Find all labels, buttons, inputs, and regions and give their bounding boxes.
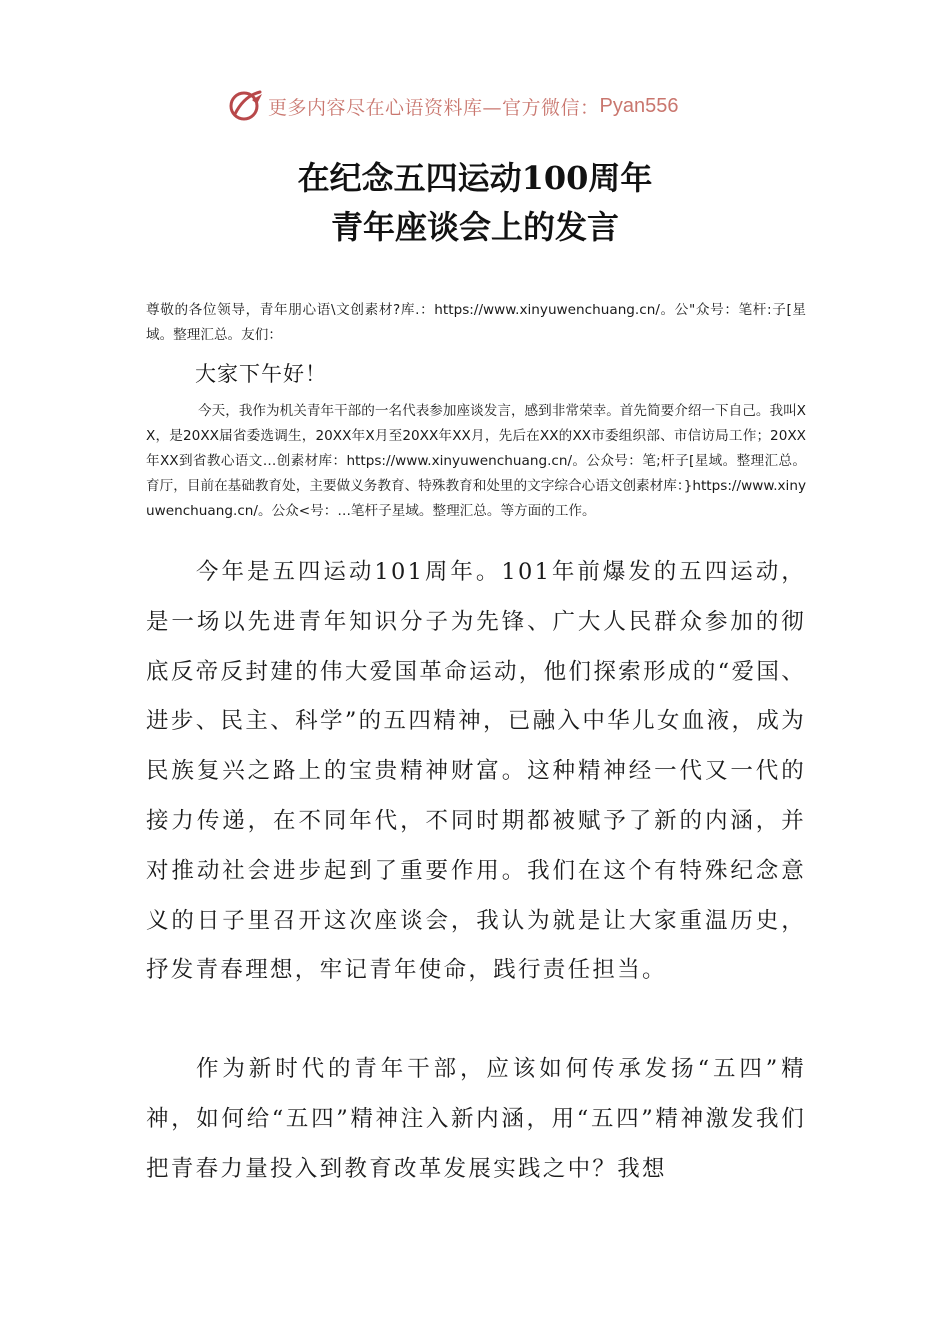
document-title-line1: 在纪念五四运动100周年: [297, 159, 653, 197]
body-paragraph-2: 作为新时代的青年干部，应该如何传承发扬“五四”精神，如何给“五四”精神注入新内涵，用“五四”精神激发我们把青春力量投入到教育改革发展实践之中？我想: [146, 1056, 806, 1182]
greeting: 大家下午好！: [195, 362, 327, 386]
header-banner: [226, 84, 746, 128]
document-title-line2: 青年座谈会上的发言: [330, 208, 619, 246]
banner-text: 更多内容尽在心语资料库—官方微信：: [268, 96, 600, 119]
logo-icon: [226, 86, 266, 126]
salutation: 尊敬的各位领导，青年朋心语\文创素材?库.：https://www.xinyuwenchuang.cn/。公"众号：笔杆:子[星域。整理汇总。友们：: [146, 302, 806, 343]
banner-wechat-id: Pyan556: [599, 94, 679, 117]
intro-paragraph: 今天，我作为机关青年干部的一名代表参加座谈发言，感到非常荣幸。首先简要介绍一下自己。我叫XX，是20XX届省委选调生，20XX年X月至20XX年XX月，先后在XX的XX市委组织部、市信访局工作；20XX年XX到省教心语文…创素材库：https://www.xinyuwenchuang.cn/。公众号：笔;杆子[星域。整理汇总。育厅，目前在基础教育处，主要做义务教育、特殊教育和处里的文字综合心语文创素材库：}https://www.xinyuwenchuang.cn/。公众<号：…笔杆子星域。整理汇总。等方面的工作。: [146, 403, 806, 519]
body-paragraph-1: 今年是五四运动101周年。101年前爆发的五四运动，是一场以先进青年知识分子为先锋、广大人民群众参加的彻底反帝反封建的伟大爱国革命运动，他们探索形成的“爱国、进步、民主、科学”的五四精神，已融入中华儿女血液，成为民族复兴之路上的宝贵精神财富。这种精神经一代又一代的接力传递，在不同年代，不同时期都被赋予了新的内涵，并对推动社会进步起到了重要作用。我们在这个有特殊纪念意义的日子里召开这次座谈会，我认为就是让大家重温历史，抒发青春理想，牢记青年使命，践行责任担当。: [146, 559, 806, 984]
